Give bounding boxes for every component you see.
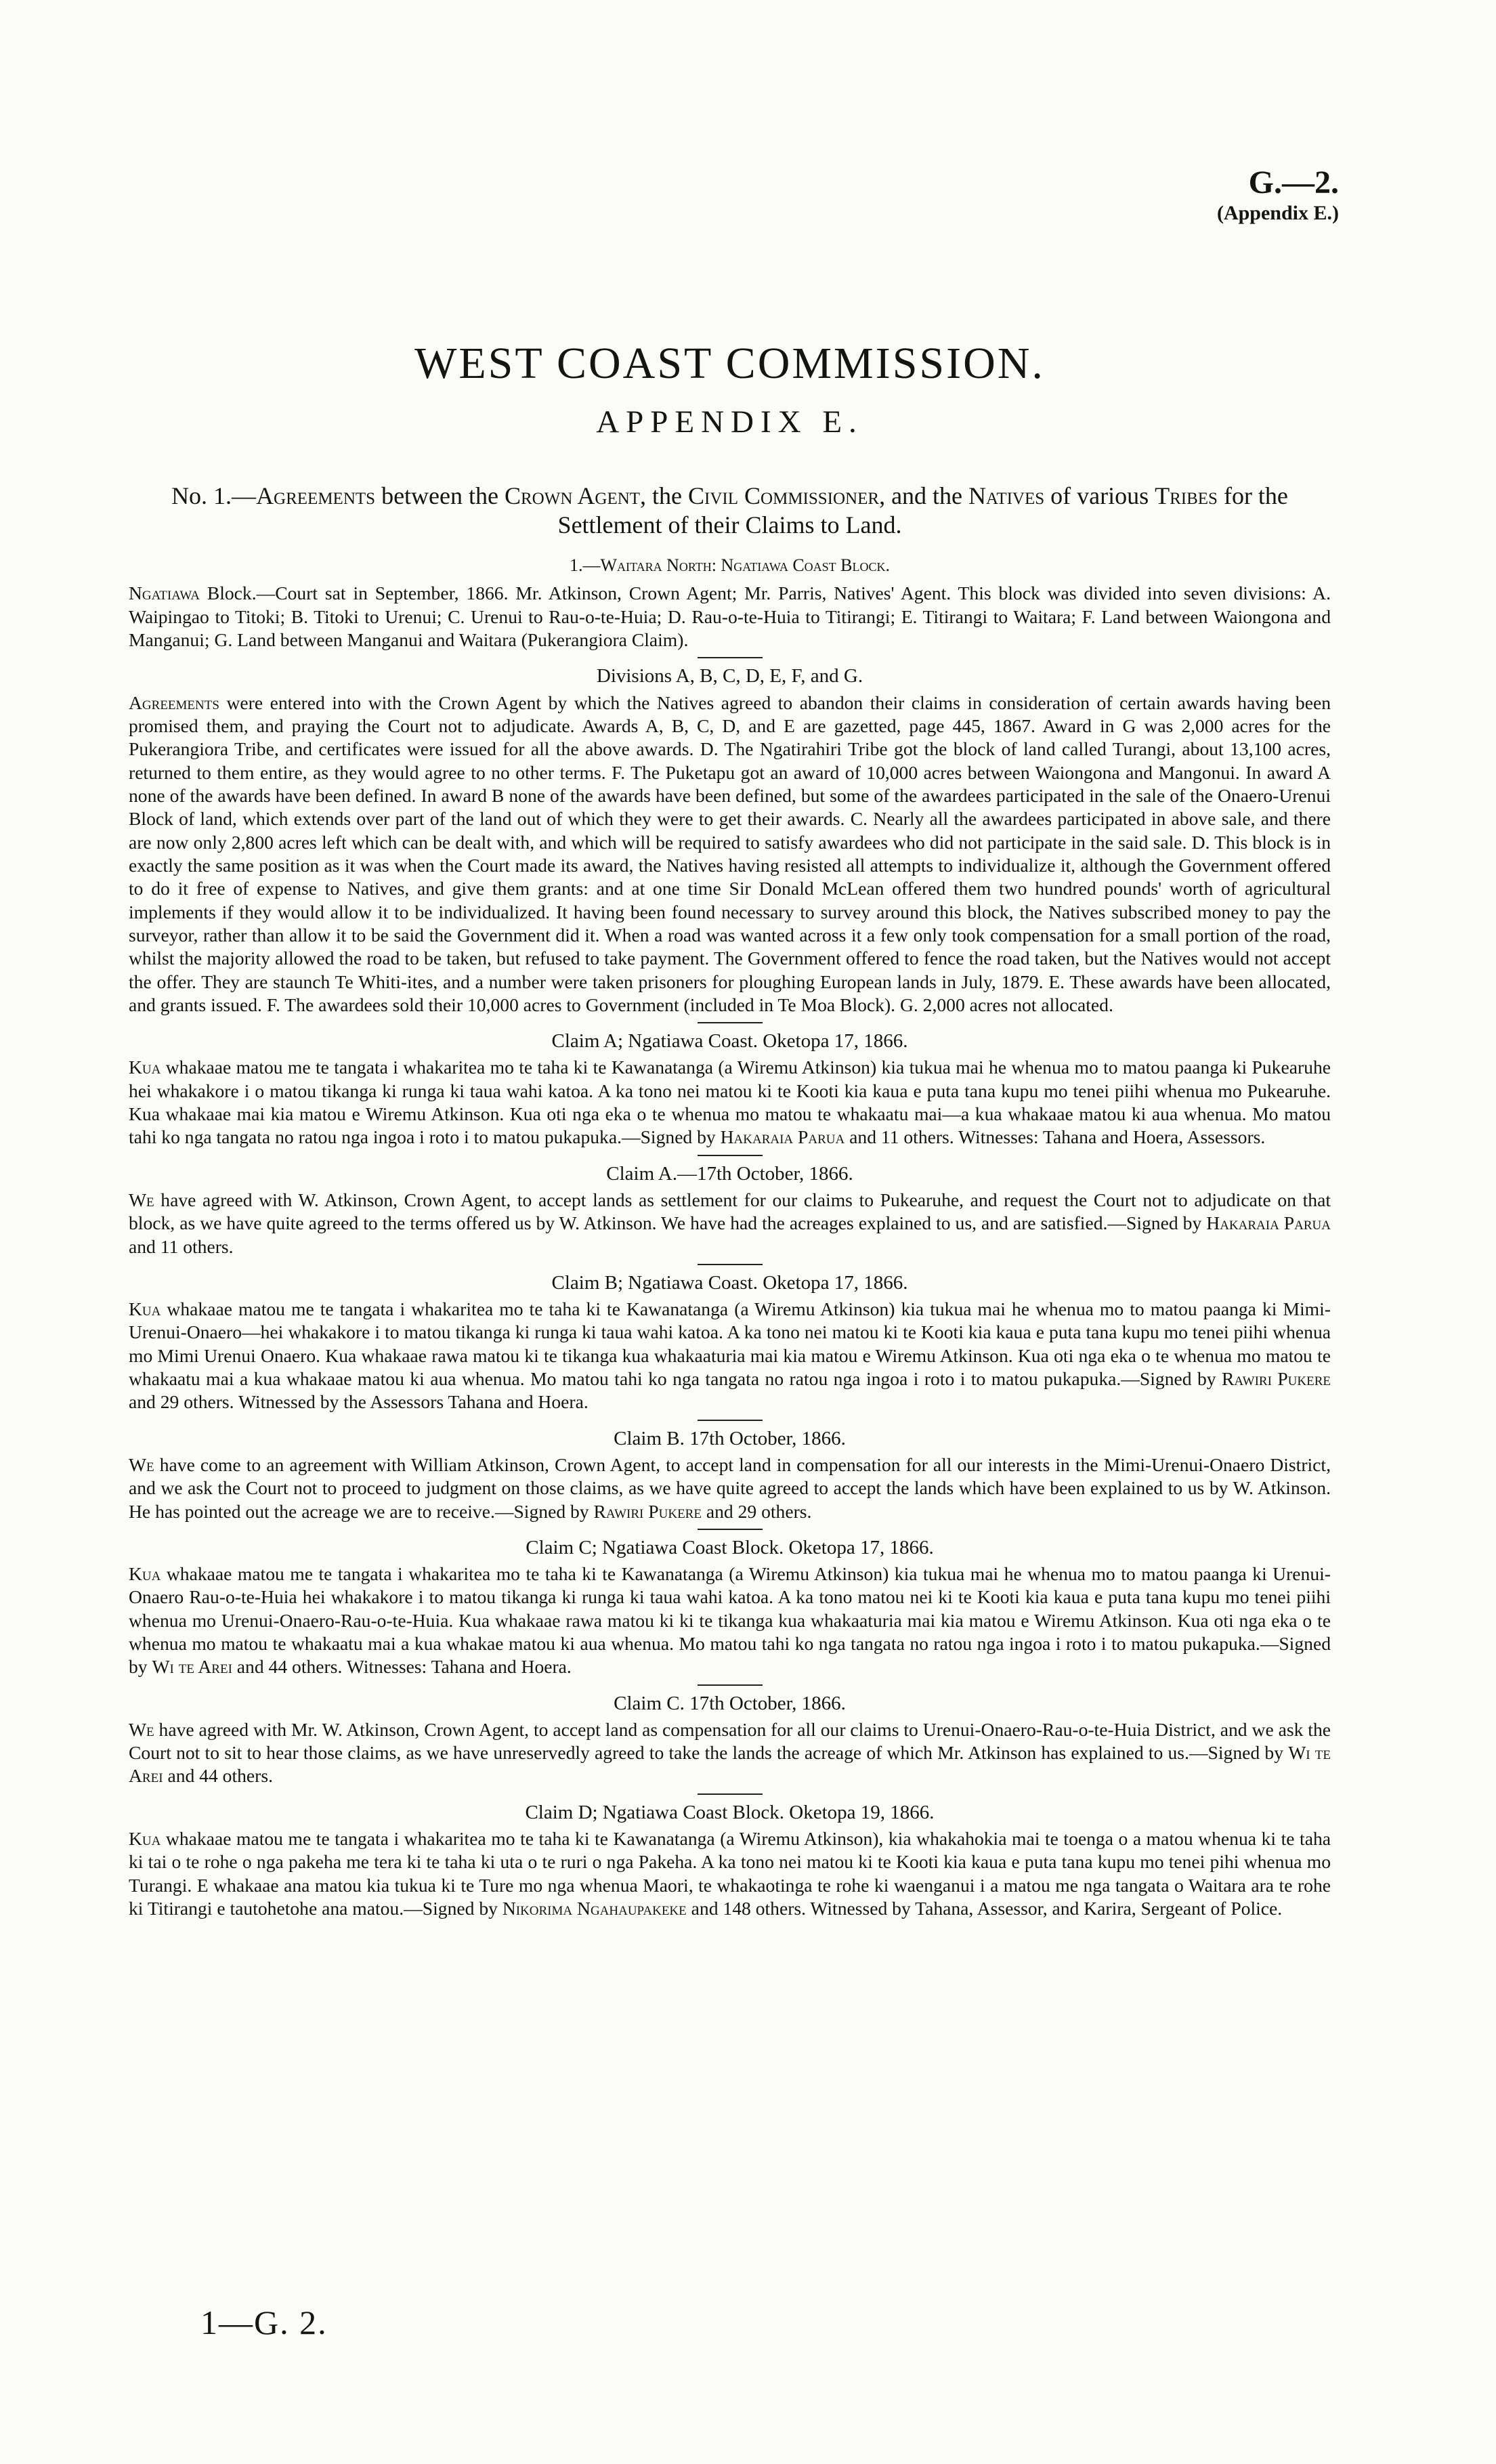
signer-name: Rawiri Pukere [593,1500,702,1522]
heading-part: Agreements [256,482,376,509]
paragraph-tail: and 44 others. [163,1765,274,1787]
divider-rule [698,1529,763,1530]
paragraph-text: have agreed with W. Atkinson, Crown Agent, to accept lands as settlement for our claims to Pukearuhe, and request the Court not to adjudicate on that block, as we have quite agreed to the terms offered us by W. Atkinson. We have had the acreages explained to us, and are satisfied.—Signed by [129,1189,1331,1234]
paragraph-text: have agreed with Mr. W. Atkinson, Crown Agent, to accept land as compensation for all our claims to Urenui-Onaero-Rau-o-te-Huia District, and we ask the Court not to sit to hear those claims, as we have unreservedly agreed to take the lands the acreage of which Mr. Atkinson has explained to us.—Signed by [129,1718,1331,1764]
heading-part: of various [1044,482,1155,509]
heading-part: between the [375,482,505,509]
block-heading-prefix: 1.— [569,555,601,576]
paragraph-text: were entered into with the Crown Agent by which the Natives agreed to abandon their claims in consideration of certain awards having been promised them, and praying the Court not to adjudicate. Awards A, B, C, D, and E are gazetted, page 445, 1867. Award in G was 2,000 acres for the Pukerangiora Tribe, and certificates were issued for all the above awards. D. The Ngatirahiri Tribe got the block of land called Turangi, about 13,100 acres, returned to them entire, as they would agree to no other terms. F. The Puketapu got an award of 10,000 acres between Waiongona and Mangonui. In award A none of the awards have been defined. In award B none of the awards have been defined, but some of the awardees participated in the sale of the Onaero-Urenui Block of land, which extends over part of the land out of which they were to get their awards. C. Nearly all the awardees participated in above sale, and there are now only 2,800 acres left which can be dealt with, and which will be required to satisfy awardees who did not participate in the said sale. D. This block is in exactly the same position as it was when the Court made its award, the Natives having resisted all attempts to individualize it, although the Government offered to do it free of expense to Natives, and give them grants: and at one time Sir Donald McLean offered them two hundred pounds' worth of agricultural implements if they would allow it to be individualized. It having been found necessary to survey around this block, the Natives subscribed money to pay the surveyor, rather than allow it to be said the Government did it. When a road was wanted across it a few only took compensation for a small portion of the road, whilst the majority allowed the road to be taken, but refused to take payment. The Government offered to fence the road taken, but the Natives would not accept the offer. They are staunch Te Whiti-ites, and a number were taken prisoners for ploughing European lands in July, 1879. E. These awards have been allocated, and grants issued. F. The awardees sold their 10,000 acres to Government (included in Te Moa Block). G. 2,000 acres not allocated. [129,692,1331,1015]
divider-rule [698,1793,763,1795]
heading-part: Natives [968,482,1045,509]
heading-part: for the Settlement of their Claims to Land. [557,482,1288,538]
claim-paragraph [129,1453,1331,1523]
paragraph-lead: Kua [129,1057,161,1078]
heading-part: Crown Agent [504,482,641,509]
paragraph-tail: and 148 others. Witnessed by Tahana, Assessor, and Karira, Sergeant of Police. [686,1897,1283,1919]
paragraph-lead: Kua [129,1827,161,1849]
appendix-label: (Appendix E.) [1216,201,1339,224]
signer-name: Rawiri Pukere [1222,1368,1331,1390]
divider-rule [698,1420,763,1421]
heading-part: Civil Commissioner [688,482,880,509]
claim-paragraph [129,1189,1331,1258]
claim-heading: Claim C; Ngatiawa Coast Block. Oketopa 17, 1866. [526,1536,934,1558]
paragraph-tail: and 44 others. Witnesses: Tahana and Hoera. [232,1656,572,1678]
block-paragraph [129,582,1331,652]
claim-heading: Claim A.—17th October, 1866. [606,1162,853,1185]
signer-name: Wi te Arei [152,1656,232,1678]
block-heading-text: Waitara North: Ngatiawa Coast Block. [600,555,890,576]
paragraph-tail: and 11 others. Witnesses: Tahana and Hoera, Assessors. [845,1126,1266,1148]
divisions-heading: Divisions A, B, C, D, E, F, and G. [596,665,863,687]
divider-rule [698,1022,763,1023]
paragraph-text: whakaae matou me te tangata i whakaritea mo te taha ki te Kawanatanga (a Wiremu Atkinson) kia tukua mai he whenua mo to matou paanga ki Urenui-Onaero Rau-o-te-Huia hei whakakore i to matou tikanga ki runga ki taua wahi katoa. A ka tono matou nei ki te Kooti kia kaua e puta tana kupu mo tenei piihi whenua mo Urenui-Onaero-Rau-o-te-Huia. Kua whakaae rawa matou ki ki te tikanga kua whakaaturia mai kia matou e Wiremu Atkinson. Kua oti nga eka o te whenua mo matou te whakaatu mai a kua whakae matou ki aua whenua. Mo matou tahi ko nga tangata no ratou nga ingoa i roto i to matou pukapuka.—Signed by [129,1563,1331,1678]
paragraph-text: have come to an agreement with William Atkinson, Crown Agent, to accept land in compensation for all our interests in the Mimi-Urenui-Onaero District, and we ask the Court not to proceed to judgment on those claims, as we have quite agreed to accept the lands which have been explained to us by W. Atkinson. He has pointed out the acreage we are to receive.—Signed by [129,1453,1331,1522]
paper-code: G.—2. [1248,165,1339,200]
claim-heading: Claim B; Ngatiawa Coast. Oketopa 17, 1866. [551,1271,908,1294]
divider-rule [698,1684,763,1686]
document-title: WEST COAST COMMISSION. [414,339,1045,388]
document-body [129,336,1331,1923]
divider-rule [698,1264,763,1265]
paragraph-text: whakaae matou me te tangata i whakaritea mo te taha ki te Kawanatanga (a Wiremu Atkinson), kia whakahokia mai te toenga o a matou whenua ki te taha ki tai o te rohe o nga pakeha me tera ki te taha ki uta o te ruri o nga Pakeha. A ka tono nei matou ki te Kooti kia kaua e puta tana kupu mo tenei pihi whenua mo Turangi. E whakaae ana matou kia tukua ki te Ture mo nga whenua Maori, te whakaotinga te rohe ki waenganui i a matou me nga tangata o Waitara ara te rohe ki Titirangi e tautohetohe ana matou.—Signed by [129,1827,1331,1919]
paragraph-text: whakaae matou me te tangata i whakaritea mo te taha ki te Kawanatanga (a Wiremu Atkinson) kia tukua mai he whenua mo to matou paanga ki Pukearuhe hei whakakore i o matou tikanga ki runga ki taua wahi katoa. A ka tono nei matou ki te Kooti kia kaua e puta tana kupu mo tenei piihi whenua mo Pukearuhe. Kua whakaae mai kia matou e Wiremu Atkinson. Kua oti nga eka o te whenua mo matou te whakaatu mai—a kua whakaae matou ki aua whenua. Mo matou tahi ko nga tangata no ratou nga ingoa i roto i to matou pukapuka.—Signed by [129,1057,1331,1148]
signature-mark: 1—G. 2. [200,2303,328,2341]
paragraph-lead: Agreements [129,692,219,713]
claim-heading: Claim B. 17th October, 1866. [614,1427,846,1449]
paragraph-lead: Kua [129,1563,161,1584]
claim-heading: Claim C. 17th October, 1866. [614,1692,846,1714]
document-subtitle: APPENDIX E. [596,404,863,440]
section-number-heading [129,482,1331,540]
claim-paragraph [129,1827,1331,1920]
claim-paragraph [129,1298,1331,1414]
page-reference [1217,165,1339,226]
signer-name: Hakaraia Parua [720,1126,845,1148]
signer-name: Nikorima Ngahaupakeke [502,1897,687,1919]
divider-rule [698,657,763,658]
claim-heading: Claim D; Ngatiawa Coast Block. Oketopa 19, 1866. [525,1801,935,1823]
paragraph-lead: We [129,1718,154,1740]
paragraph-lead: Kua [129,1298,161,1320]
claim-paragraph [129,1563,1331,1679]
divider-rule [698,1155,763,1156]
heading-part: Tribes [1155,482,1218,509]
heading-part: , the [640,482,689,509]
claim-paragraph [129,1718,1331,1788]
claim-heading: Claim A; Ngatiawa Coast. Oketopa 17, 1866. [551,1030,908,1053]
paragraph-text: Block.—Court sat in September, 1866. Mr. Atkinson, Crown Agent; Mr. Parris, Natives' Agent. This block was divided into seven divisions: A. Waipingao to Titoki; B. Titoki to Urenui; C. Urenui to Rau-o-te-Huia; D. Rau-o-te-Huia to Titirangi; E. Titirangi to Waitara; F. Land between Waiongona and Manganui; G. Land between Manganui and Waitara (Pukerangiora Claim). [129,582,1331,651]
paragraph-tail: and 29 others. Witnessed by the Assessors Tahana and Hoera. [129,1391,589,1413]
block-heading [129,555,1331,576]
signer-name: Wi te Arei [129,1742,1331,1787]
signer-name: Hakaraia Parua [1206,1212,1331,1234]
paragraph-lead: We [129,1453,154,1475]
paragraph-tail: and 29 others. [701,1500,812,1522]
heading-part: No. 1.— [171,482,257,509]
paragraph-text: whakaae matou me te tangata i whakaritea mo te taha ki te Kawanatanga (a Wiremu Atkinson) kia tukua mai he whenua mo to matou paanga ki Mimi-Urenui-Onaero—hei whakakore i to matou tikanga ki runga ki taua wahi katoa. A ka tono nei matou ki te Kooti kia kaua e puta tana kupu mo tenei piihi whenua mo Mimi Urenui Onaero. Kua whakaae rawa matou ki te tikanga kua whakaaturia mai kia matou e Wiremu Atkinson. Kua oti nga eka o te whenua mo matou te whakaatu mai a kua whakaae matou ki aua whenua. Mo matou tahi ko nga tangata no ratou nga ingoa i roto i to matou pukapuka.—Signed by [129,1298,1331,1390]
heading-part: , and the [879,482,969,509]
paragraph-lead: We [129,1189,154,1210]
claim-paragraph [129,1056,1331,1149]
paragraph-lead: Ngatiawa [129,582,200,604]
paragraph-tail: and 11 others. [129,1235,234,1257]
divisions-paragraph [129,692,1331,1017]
